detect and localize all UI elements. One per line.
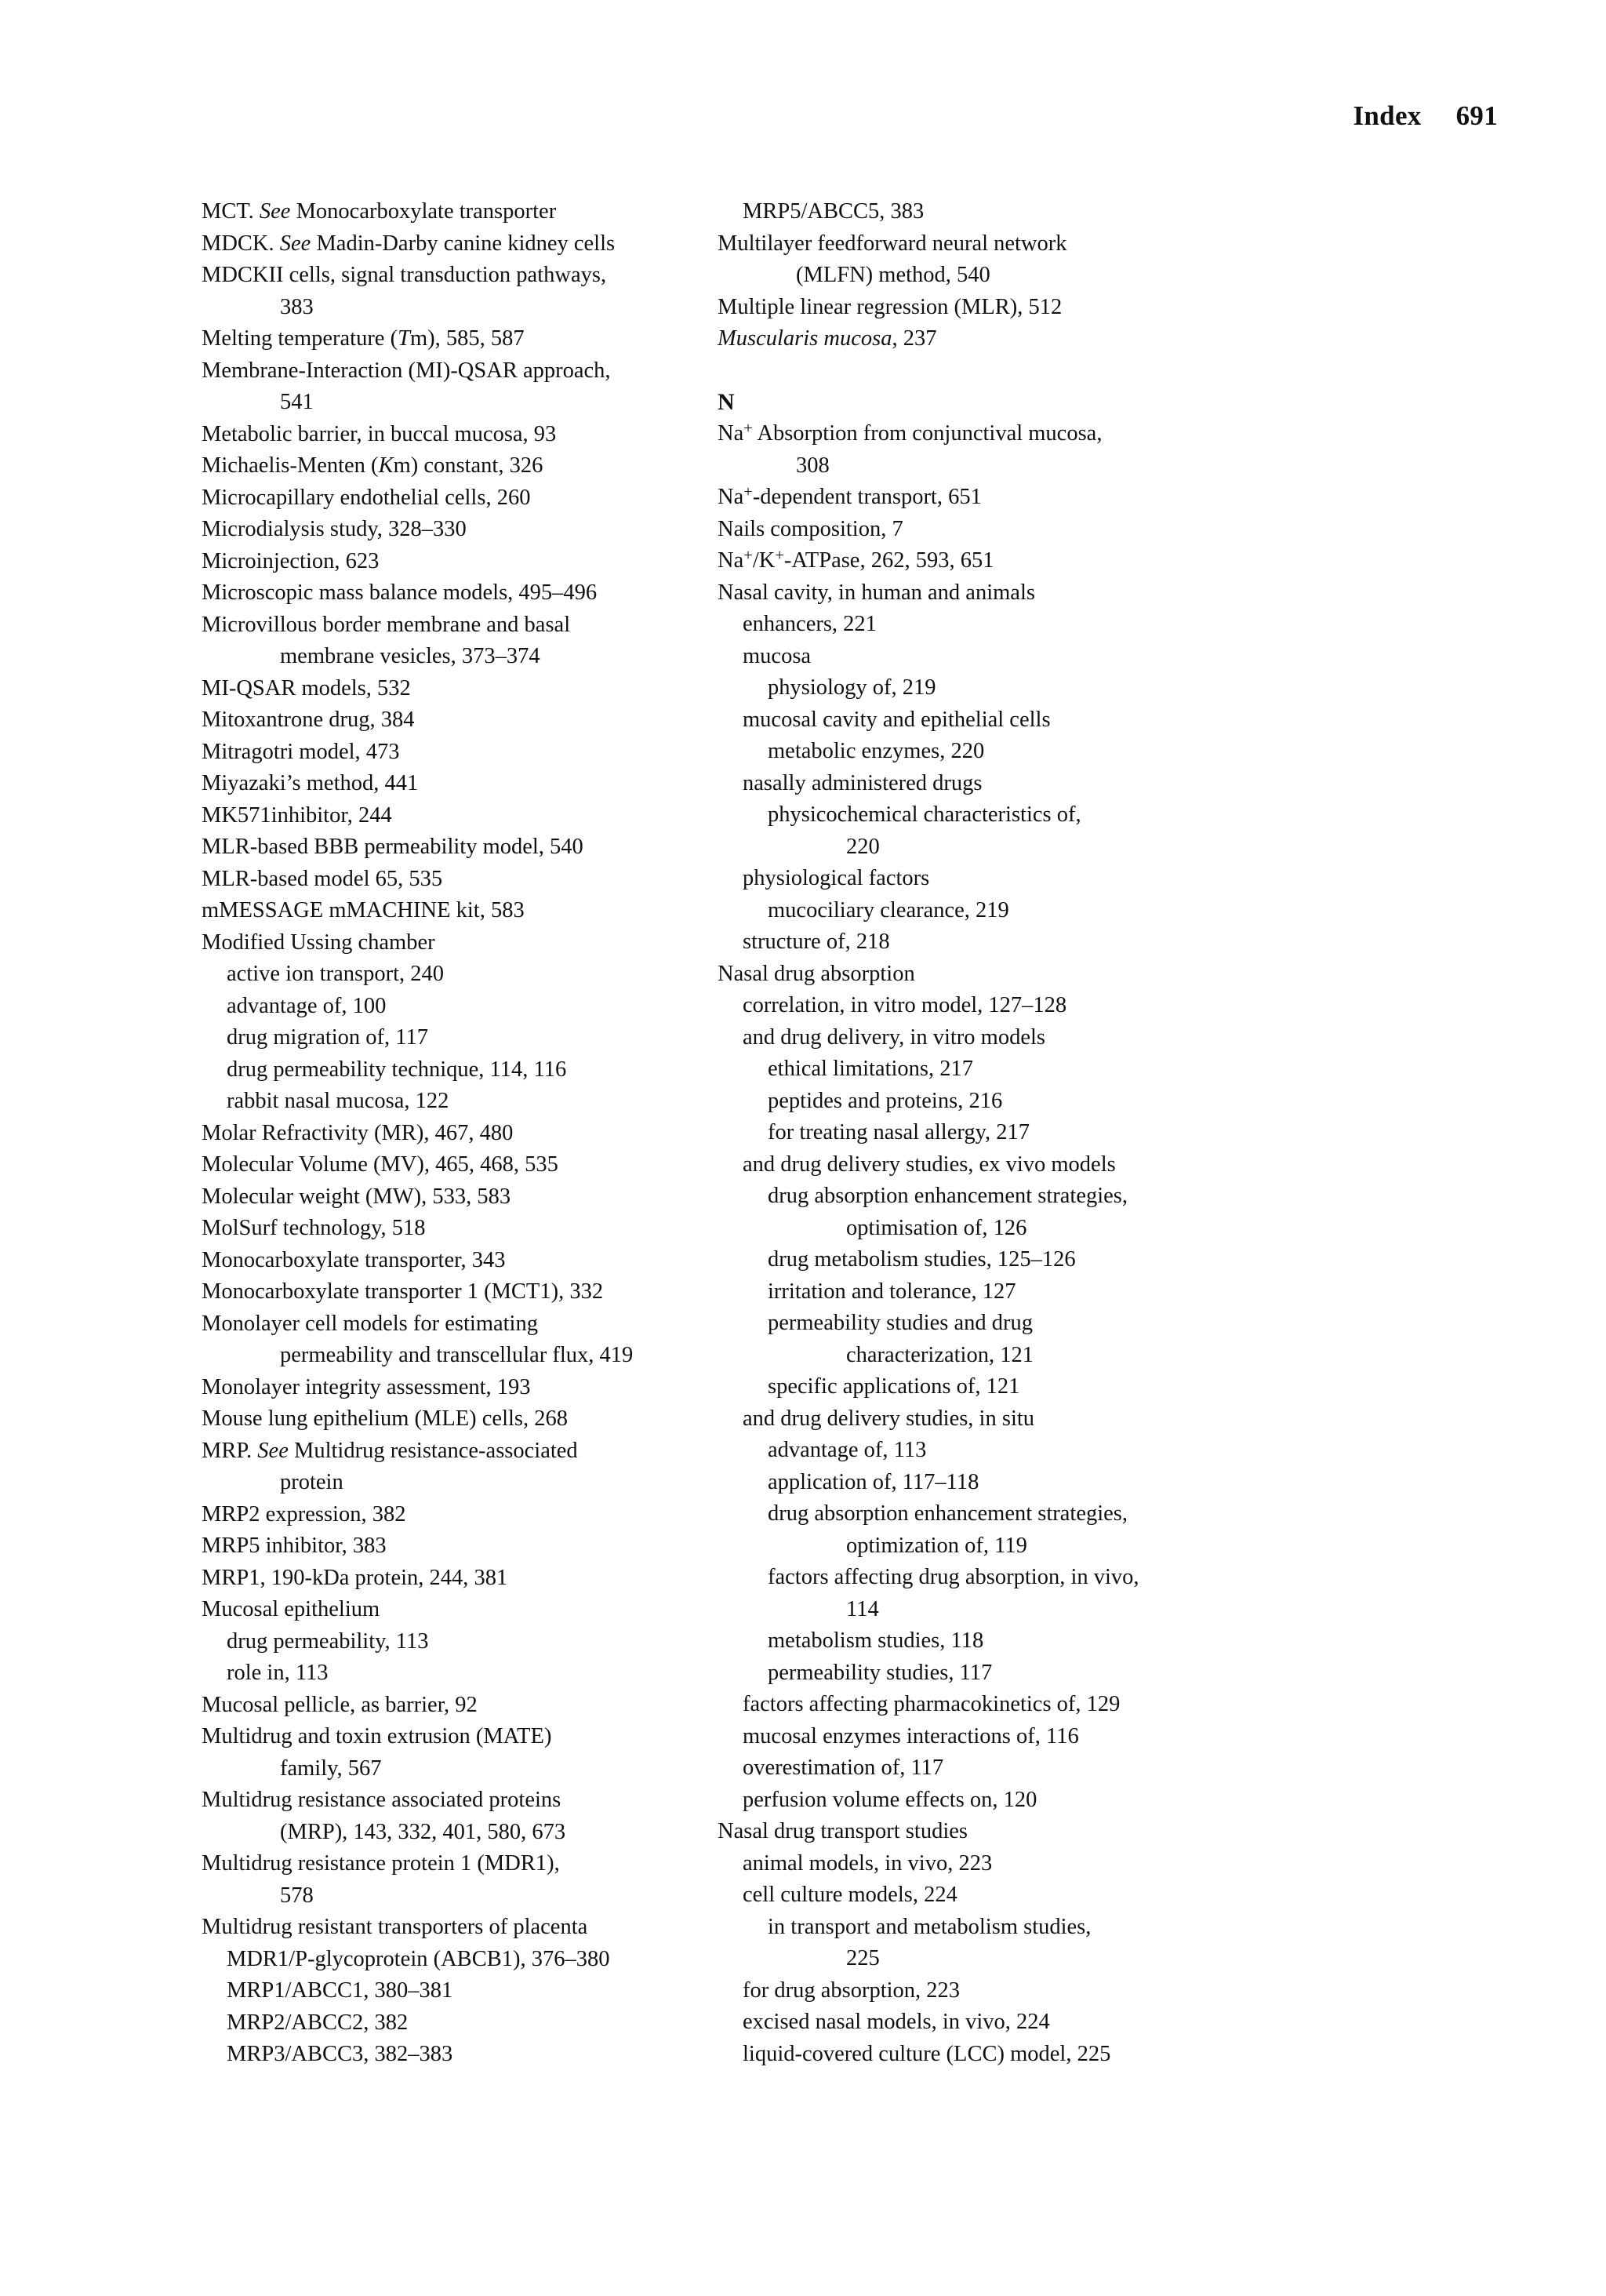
entry-text: and drug delivery studies, in situ <box>743 1406 1035 1431</box>
index-subentry <box>718 1721 1282 1753</box>
index-entry <box>202 1435 719 1499</box>
entry-text: physiological factors <box>743 866 930 890</box>
section-letter: N <box>718 388 735 415</box>
entry-text: MDCK. <box>202 231 280 256</box>
index-subentry <box>718 1467 1282 1499</box>
entry-text: drug permeability technique, 114, 116 <box>227 1057 567 1082</box>
index-subentry <box>718 1244 1282 1276</box>
index-entry <box>202 419 719 451</box>
entry-text: mucociliary clearance, 219 <box>768 897 1009 922</box>
index-subentry <box>718 1308 1282 1371</box>
entry-text: Multidrug and toxin extrusion (MATE) <box>202 1724 552 1748</box>
index-subentry <box>202 1944 719 1976</box>
index-entry <box>202 1372 719 1404</box>
entry-text: Monocarboxylate transporter, 343 <box>202 1247 506 1272</box>
entry-text: Multidrug resistance protein 1 (MDR1), <box>202 1851 560 1876</box>
entry-text: irritation and tolerance, 127 <box>768 1279 1016 1304</box>
entry-text: mucosal cavity and epithelial cells <box>743 707 1051 732</box>
entry-text: MRP3/ABCC3, 382–383 <box>227 2042 453 2066</box>
continuation-text: (MLFN) method, 540 <box>796 263 990 287</box>
entry-text: -dependent transport, 651 <box>752 485 982 509</box>
continuation-text: 114 <box>846 1596 879 1621</box>
index-subentry <box>718 1912 1282 1975</box>
entry-text: Mitoxantrone drug, 384 <box>202 708 415 732</box>
entry-text: liquid-covered culture (LCC) model, 225 <box>743 2041 1111 2066</box>
index-entry <box>202 1594 719 1626</box>
index-subentry <box>718 1848 1282 1880</box>
continuation-text: membrane vesicles, 373–374 <box>280 644 540 668</box>
entry-text: MCT. <box>202 199 260 224</box>
entry-text: MRP5 inhibitor, 383 <box>202 1534 387 1558</box>
entry-text: metabolism studies, 118 <box>768 1628 984 1653</box>
entry-text: ethical limitations, 217 <box>768 1057 973 1081</box>
entry-text: MolSurf technology, 518 <box>202 1216 426 1240</box>
entry-text: and drug delivery, in vitro models <box>743 1024 1045 1050</box>
index-entry <box>718 323 1282 355</box>
entry-text: specific applications of, 121 <box>768 1374 1020 1399</box>
index-entry <box>202 260 719 323</box>
entry-text: advantage of, 100 <box>227 993 387 1018</box>
entry-text: animal models, in vivo, 223 <box>743 1850 993 1876</box>
index-entry <box>718 292 1282 324</box>
superscript: + <box>743 419 753 437</box>
entry-text: Microscopic mass balance models, 495–496 <box>202 580 598 605</box>
entry-text: Monocarboxylate transporter 1 (MCT1), 332 <box>202 1279 604 1304</box>
index-subentry <box>718 1181 1282 1244</box>
index-entry <box>718 514 1282 546</box>
superscript: + <box>743 482 753 500</box>
index-subentry <box>718 926 1282 959</box>
entry-text: MRP. <box>202 1438 258 1463</box>
entry-text: physiology of, 219 <box>768 675 936 700</box>
entry-text: mucosal enzymes interactions of, 116 <box>743 1723 1079 1748</box>
index-subentry <box>718 1022 1282 1054</box>
entry-text: for treating nasal allergy, 217 <box>768 1120 1030 1144</box>
entry-text: Michaelis-Menten ( <box>202 453 379 478</box>
entry-text: MLR-based BBB permeability model, 540 <box>202 835 583 859</box>
italic-text: See <box>257 1438 289 1463</box>
index-subentry <box>718 672 1282 704</box>
index-entry <box>718 577 1282 609</box>
entry-text: MRP1/ABCC1, 380–381 <box>227 1978 453 2003</box>
entry-text: MI-QSAR models, 532 <box>202 675 411 700</box>
entry-text: Na <box>718 421 744 446</box>
entry-text: peptides and proteins, 216 <box>768 1088 1003 1113</box>
continuation-text: optimization of, 119 <box>846 1533 1027 1558</box>
index-entry <box>202 1530 719 1563</box>
entry-text: Nasal drug transport studies <box>718 1819 968 1843</box>
running-head: Index <box>1353 100 1422 131</box>
continuation-text: (MRP), 143, 332, 401, 580, 673 <box>280 1819 566 1844</box>
entry-text: nasally administered drugs <box>743 770 983 795</box>
entry-text: , 237 <box>892 326 937 351</box>
index-entry <box>202 800 719 832</box>
index-entry <box>718 959 1282 991</box>
entry-text: Nasal drug absorption <box>718 961 915 986</box>
index-entry <box>202 609 719 673</box>
index-column-right <box>718 196 1282 2070</box>
index-subentry <box>718 799 1282 863</box>
entry-text: Microcapillary endothelial cells, 260 <box>202 485 531 510</box>
index-entry <box>202 577 719 609</box>
entry-text: m), 585, 587 <box>409 326 525 351</box>
entry-text: Na <box>718 548 744 573</box>
entry-text: Modified Ussing chamber <box>202 930 435 955</box>
entry-text: MRP1, 190-kDa protein, 244, 381 <box>202 1565 508 1590</box>
entry-text: Multiple linear regression (MLR), 512 <box>718 294 1063 319</box>
index-subentry <box>718 641 1282 673</box>
index-entry <box>202 1563 719 1595</box>
entry-text: Membrane-Interaction (MI)-QSAR approach, <box>202 358 611 383</box>
index-entry <box>202 450 719 482</box>
continuation-text: protein <box>280 1470 343 1494</box>
index-subentry <box>718 1053 1282 1086</box>
entry-text: factors affecting drug absorption, in vivo, <box>768 1565 1139 1589</box>
entry-text: m) constant, 326 <box>393 453 543 478</box>
italic-text: T <box>398 326 410 351</box>
entry-text: structure of, 218 <box>743 930 890 954</box>
index-entry <box>202 514 719 546</box>
entry-text: drug migration of, 117 <box>227 1025 428 1050</box>
index-entry <box>202 831 719 864</box>
superscript: + <box>775 546 784 564</box>
entry-text: Na <box>718 485 744 509</box>
entry-text: excised nasal models, in vivo, 224 <box>743 2010 1050 2034</box>
index-subentry <box>718 196 1282 228</box>
entry-text: overestimation of, 117 <box>743 1756 944 1780</box>
entry-text: metabolic enzymes, 220 <box>768 739 985 763</box>
index-subentry <box>202 1086 719 1118</box>
continuation-text: 220 <box>846 834 880 859</box>
index-subentry <box>202 1022 719 1054</box>
entry-text: advantage of, 113 <box>768 1438 927 1462</box>
continuation-text: permeability and transcellular flux, 419 <box>280 1343 634 1367</box>
entry-text: Nails composition, 7 <box>718 516 903 541</box>
index-subentry <box>718 1879 1282 1912</box>
index-subentry <box>718 1276 1282 1308</box>
index-subentry <box>718 1403 1282 1435</box>
index-entry <box>202 1721 719 1785</box>
index-subentry <box>718 863 1282 895</box>
index-entry <box>202 704 719 737</box>
index-entry <box>202 737 719 769</box>
entry-text: cell culture models, 224 <box>743 1883 957 1907</box>
entry-text: Microinjection, 623 <box>202 548 380 573</box>
entry-text: mMESSAGE mMACHINE kit, 583 <box>202 898 525 922</box>
index-subentry <box>202 2007 719 2039</box>
index-subentry <box>718 704 1282 737</box>
index-entry <box>202 1181 719 1213</box>
entry-text: Madin-Darby canine kidney cells <box>311 231 616 256</box>
index-entry <box>202 768 719 800</box>
continuation-text: 541 <box>280 390 314 414</box>
italic-text: See <box>279 231 311 256</box>
index-entry <box>202 355 719 419</box>
entry-text: Microvillous border membrane and basal <box>202 612 571 637</box>
index-subentry <box>718 2007 1282 2039</box>
index-entry <box>718 228 1282 292</box>
index-entry <box>202 1785 719 1848</box>
entry-text: and drug delivery studies, ex vivo models <box>743 1152 1116 1177</box>
entry-text: Molar Refractivity (MR), 467, 480 <box>202 1120 514 1145</box>
index-subentry <box>718 736 1282 768</box>
entry-text: MDCKII cells, signal transduction pathways, <box>202 263 607 287</box>
entry-text: MK571inhibitor, 244 <box>202 802 392 828</box>
italic-text: See <box>259 199 291 224</box>
entry-text: active ion transport, 240 <box>227 962 445 986</box>
index-subentry <box>718 1657 1282 1690</box>
entry-text: physicochemical characteristics of, <box>768 802 1081 827</box>
entry-text: /K <box>752 548 776 573</box>
entry-text: drug permeability, 113 <box>227 1628 429 1654</box>
index-entry <box>202 482 719 515</box>
entry-text: Multidrug resistance-associated <box>288 1438 578 1463</box>
continuation-text: 308 <box>796 453 830 478</box>
index-entry <box>202 864 719 896</box>
page-header <box>1353 100 1499 132</box>
entry-text: Nasal cavity, in human and animals <box>718 580 1035 605</box>
index-subentry <box>718 1975 1282 2007</box>
entry-text: application of, 117–118 <box>768 1469 979 1494</box>
entry-text: factors affecting pharmacokinetics of, 129 <box>743 1692 1121 1716</box>
page-number: 691 <box>1455 100 1498 131</box>
index-entry <box>202 927 719 959</box>
index-entry <box>202 228 719 260</box>
entry-text: Multidrug resistant transporters of placenta <box>202 1915 588 1939</box>
index-entry <box>718 545 1282 577</box>
entry-text: Mucosal pellicle, as barrier, 92 <box>202 1692 478 1717</box>
continuation-text: characterization, 121 <box>846 1342 1034 1367</box>
entry-text: in transport and metabolism studies, <box>768 1914 1092 1939</box>
index-subentry <box>718 1752 1282 1785</box>
entry-text: Monolayer cell models for estimating <box>202 1311 538 1336</box>
index-subentry <box>202 959 719 991</box>
index-subentry <box>718 1562 1282 1625</box>
index-subentry <box>718 1498 1282 1562</box>
index-entry <box>202 673 719 705</box>
index-entry <box>202 1213 719 1245</box>
index-subentry <box>718 895 1282 927</box>
italic-text: K <box>378 453 394 478</box>
index-entry <box>202 546 719 578</box>
index-subentry <box>718 1435 1282 1467</box>
index-column-left <box>202 196 719 2071</box>
entry-text: MRP5/ABCC5, 383 <box>743 199 925 224</box>
index-subentry <box>202 1626 719 1658</box>
index-entry <box>202 1308 719 1372</box>
entry-text: Mucosal epithelium <box>202 1597 380 1621</box>
index-subentry <box>718 768 1282 800</box>
entry-text: Metabolic barrier, in buccal mucosa, 93 <box>202 421 557 446</box>
index-entry <box>202 323 719 355</box>
entry-text: enhancers, 221 <box>743 612 877 636</box>
index-subentry <box>202 1657 719 1690</box>
index-entry <box>202 1245 719 1277</box>
entry-text: Molecular Volume (MV), 465, 468, 535 <box>202 1152 558 1177</box>
entry-text: mucosa <box>743 643 812 668</box>
entry-text: Molecular weight (MW), 533, 583 <box>202 1184 511 1209</box>
entry-text: Multilayer feedforward neural network <box>718 231 1067 256</box>
entry-text: Mitragotri model, 473 <box>202 739 400 764</box>
index-entry <box>202 1118 719 1150</box>
index-entry <box>202 1149 719 1181</box>
entry-text: Miyazaki’s method, 441 <box>202 771 419 795</box>
index-subentry <box>718 1149 1282 1181</box>
index-entry <box>202 1848 719 1912</box>
index-entry <box>718 1816 1282 1848</box>
index-subentry <box>718 1117 1282 1149</box>
index-subentry <box>202 1975 719 2007</box>
continuation-text: 225 <box>846 1946 880 1970</box>
index-entry <box>718 418 1282 482</box>
index-subentry <box>718 1689 1282 1721</box>
continuation-text: family, 567 <box>280 1756 382 1781</box>
entry-text: -ATPase, 262, 593, 651 <box>783 548 994 573</box>
index-entry <box>718 482 1282 514</box>
index-entry <box>202 1690 719 1722</box>
index-entry <box>202 1276 719 1308</box>
continuation-text: optimisation of, 126 <box>846 1215 1027 1240</box>
continuation-text: 383 <box>280 294 314 319</box>
index-entry <box>202 196 719 228</box>
entry-text: Mouse lung epithelium (MLE) cells, 268 <box>202 1406 569 1431</box>
entry-text: drug metabolism studies, 125–126 <box>768 1247 1076 1272</box>
entry-text: permeability studies, 117 <box>768 1660 993 1685</box>
entry-text: correlation, in vitro model, 127–128 <box>743 993 1067 1017</box>
entry-text: MRP2 expression, 382 <box>202 1501 406 1526</box>
index-subentry <box>202 1054 719 1086</box>
index-subentry <box>718 2039 1282 2071</box>
entry-text: MDR1/P-glycoprotein (ABCB1), 376–380 <box>227 1946 610 1971</box>
entry-text: Monocarboxylate transporter <box>290 199 557 224</box>
index-entry <box>202 1912 719 1944</box>
entry-text: Melting temperature ( <box>202 326 398 351</box>
entry-text: drug absorption enhancement strategies, <box>768 1184 1128 1208</box>
entry-text: drug absorption enhancement strategies, <box>768 1501 1128 1526</box>
index-entry <box>202 895 719 927</box>
index-subentry <box>718 990 1282 1022</box>
index-entry <box>202 1403 719 1435</box>
entry-text: for drug absorption, 223 <box>743 1978 961 2003</box>
entry-text: perfusion volume effects on, 120 <box>743 1787 1037 1812</box>
superscript: + <box>743 546 753 564</box>
entry-text: permeability studies and drug <box>768 1311 1033 1335</box>
index-subentry <box>718 1625 1282 1657</box>
entry-text: Monolayer integrity assessment, 193 <box>202 1374 531 1399</box>
italic-text: Muscularis mucosa <box>718 326 892 351</box>
entry-text: Absorption from conjunctival mucosa, <box>752 421 1103 446</box>
entry-text: Microdialysis study, 328–330 <box>202 517 467 541</box>
index-subentry <box>718 609 1282 641</box>
entry-text: role in, 113 <box>227 1661 329 1685</box>
index-subentry <box>202 991 719 1023</box>
entry-text: MRP2/ABCC2, 382 <box>227 2010 409 2035</box>
index-subentry <box>718 1785 1282 1817</box>
entry-text: MLR-based model 65, 535 <box>202 866 443 891</box>
index-entry <box>202 1499 719 1531</box>
index-subentry <box>718 1086 1282 1118</box>
continuation-text: 578 <box>280 1883 314 1908</box>
index-subentry <box>718 1371 1282 1403</box>
entry-text: rabbit nasal mucosa, 122 <box>227 1089 449 1113</box>
entry-text: Multidrug resistance associated proteins <box>202 1788 561 1812</box>
index-subentry <box>202 2039 719 2071</box>
